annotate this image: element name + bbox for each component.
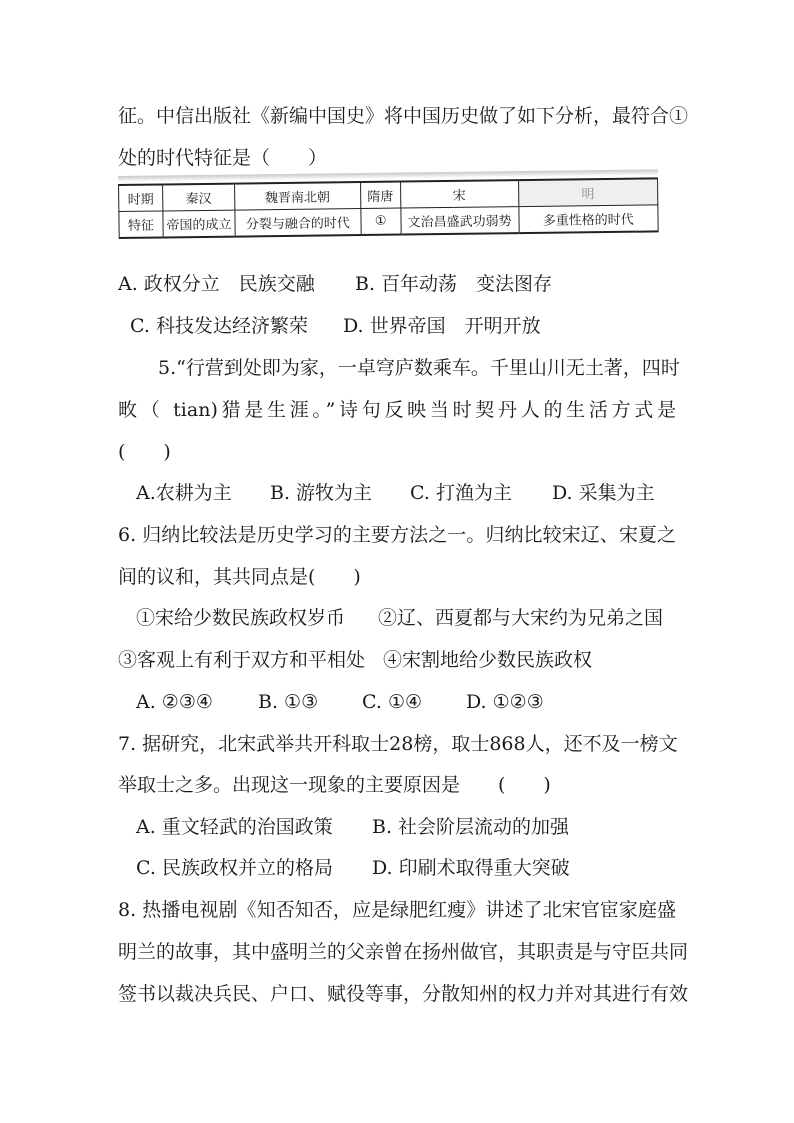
table-cell-ming: 明 [518,178,658,206]
table-cell-qinhan: 秦汉 [162,184,234,211]
q6-option-a: A. ②③④ [136,691,213,713]
q5-option-b: B. 游牧为主 [270,482,373,504]
table-cell-feature-suitang: ① [361,208,401,235]
table-cell-feature-song: 文治昌盛武功弱势 [400,207,518,235]
q4-option-d: D. 世界帝国 开明开放 [343,315,541,337]
q8-stem-line2: 明兰的故事，其中盛明兰的父亲曾在扬州做官，其职责是与守臣共同 [118,941,689,963]
q5-option-d: D. 采集为主 [552,482,655,504]
table-cell-weijin: 魏晋南北朝 [234,182,360,210]
q6-stem-line2: 间的议和，其共同点是( ) [118,566,361,588]
q5-option-c: C. 打渔为主 [410,482,512,504]
table-cell-song: 宋 [400,180,518,208]
q6-statement-3: ③客观上有利于双方和平相处 [118,649,366,671]
q7-stem-line1: 7. 据研究，北宋武举共开科取士28榜，取士868人，还不及一榜文 [118,733,678,755]
q4-stem-line2: 处的时代特征是（ ） [118,147,328,169]
q7-option-c: C. 民族政权并立的格局 [136,857,333,879]
q5-stem-line3: ( ) [118,441,171,463]
era-table [118,177,659,239]
q7-option-a: A. 重文轻武的治国政策 [136,816,333,838]
q5-stem-line1: 5.“行营到处即为家，一卓穹庐数乘车。千里山川无土著，四时 [158,357,680,379]
table-cell-feature-qinhan: 帝国的成立 [163,210,235,237]
q6-statement-1: ①宋给少数民族政权岁币 [136,607,346,629]
q7-stem-line2: 举取士之多。出现这一现象的主要原因是 ( ) [118,774,551,796]
q5-option-a: A.农耕为主 [136,482,232,504]
q6-stem-line1: 6. 归纳比较法是历史学习的主要方法之一。归纳比较宋辽、宋夏之 [118,524,676,546]
table-cell-period-label: 时期 [119,184,163,211]
q4-option-c: C. 科技发达经济繁荣 [130,315,308,337]
era-table-image [118,173,659,252]
q8-stem-line1: 8. 热播电视剧《知否知否，应是绿肥红瘦》讲述了北宋官宦家庭盛 [118,899,676,921]
q4-stem-line1: 征。中信出版社《新编中国史》将中国历史做了如下分析，最符合① [118,105,689,127]
table-cell-feature-ming: 多重性格的时代 [518,205,658,233]
q7-option-d: D. 印刷术取得重大突破 [372,857,570,879]
table-cell-feature-label: 特征 [119,211,163,238]
q4-option-b: B. 百年动荡 变法图存 [355,273,553,295]
q5-stem-line2: 畋（ tian)猎是生涯。”诗句反映当时契丹人的生活方式是 [118,399,676,421]
q4-option-a: A. 政权分立 民族交融 [118,273,315,295]
q6-option-b: B. ①③ [258,691,319,713]
q6-option-c: C. ①④ [362,691,423,713]
q7-option-b: B. 社会阶层流动的加强 [372,816,570,838]
era-table-feature-row [119,205,658,238]
q8-stem-line3: 签书以裁决兵民、户口、赋役等事，分散知州的权力并对其进行有效 [118,983,689,1005]
q6-statement-2: ②辽、西夏都与大宋约为兄弟之国 [378,607,664,629]
q6-option-d: D. ①②③ [466,691,544,713]
table-cell-feature-weijin: 分裂与融合的时代 [235,209,361,237]
table-cell-suitang: 隋唐 [360,182,400,209]
q6-statement-4: ④宋割地给少数民族政权 [383,649,593,671]
